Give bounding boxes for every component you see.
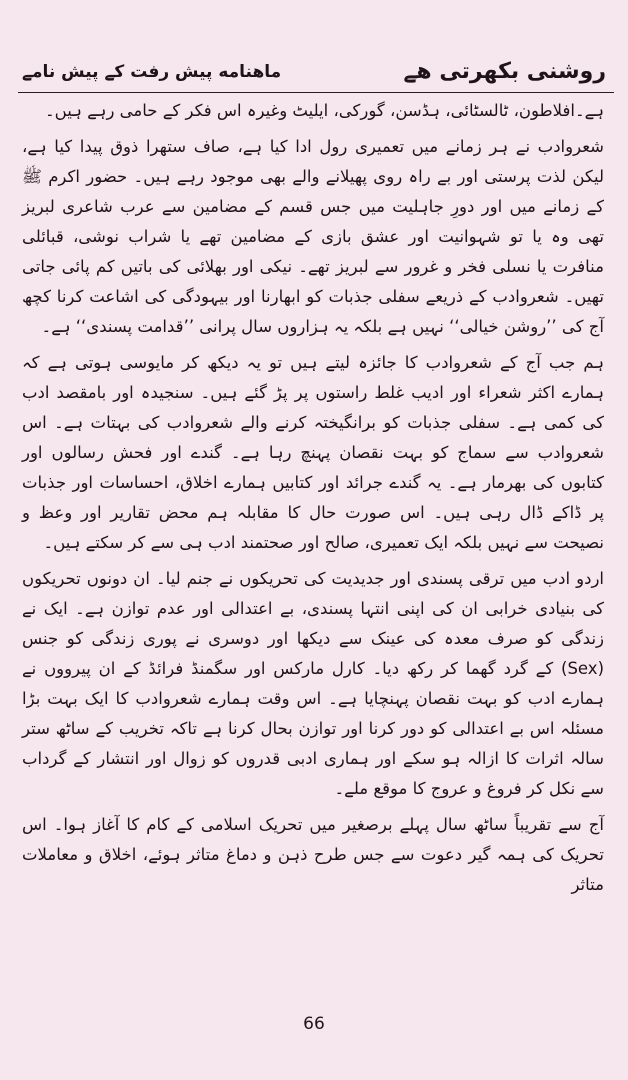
paragraph: ہم جب آج کے شعروادب کا جائزہ لیتے ہیں تو یہ دیکھ کر مایوسی ہوتی ہے کہ ہمارے اکثر شعراء اور ادیب غلط راستوں پر پڑ گئے ہیں۔ سنجیدہ اور بامقصد ادب کی کمی ہے۔ سفلی جذبات کو برانگیختہ کرنے والے شعروادب کی بہتات ہے۔ اس شعروادب سے سماج کو بہت نقصان پہنچ رہا ہے۔ گندے اور فحش رسالوں اور کتابوں کی بھرمار ہے۔ یہ گندے جرائد اور کتابیں ہمارے اخلاق، احساسات اور جذبات پر ڈاکے ڈال رہی ہیں۔ اس صورت حال کا مقابلہ ہم محض تقاریر اور وعظ و نصیحت سے نہیں بلکہ ایک تعمیری، صالح اور صحتمند ادب ہی سے کر سکتے ہیں۔ — [22, 353, 604, 552]
body-text — [22, 96, 604, 906]
chapter-title: روشنی بکھرتی ھے — [403, 58, 606, 84]
paragraph: آج سے تقریباً ساٹھ سال پہلے برصغیر میں تحریک اسلامی کے کام کا آغاز ہوا۔ اس تحریک کی ہمہ گیر دعوت سے جس طرح ذہن و دماغ متاثر ہوئے، اخلاق و معاملات متاثر — [22, 815, 604, 894]
paragraph: اردو ادب میں ترقی پسندی اور جدیدیت کی تحریکوں نے جنم لیا۔ ان دونوں تحریکوں کی بنیادی خرابی ان کی اپنی انتہا پسندی، بے اعتدالی اور عدم توازن ہے۔ ایک نے زندگی کو صرف معدہ کی عینک سے دیکھا اور دوسری نے پوری زندگی کو جنس (Sex) کے گرد گھما کر رکھ دیا۔ کارل مارکس اور سگمنڈ فرائڈ کے ان پیرووں نے ہمارے ادب کو بہت نقصان پہنچایا ہے۔ اس وقت ہمارے شعروادب کا ایک بہت بڑا مسئلہ اس بے اعتدالی کو دور کرنا اور توازن بحال کرنا ہے تاکہ تخریب کے ساٹھ ستر سالہ اثرات کا ازالہ ہو سکے اور ہماری ادبی قدروں کو زوال اور انتشار کے گرداب سے نکل کر فروغ و عروج کا موقع ملے۔ — [22, 569, 604, 798]
magazine-name: ماهنامه پیش رفت کے پیش نامے — [22, 61, 282, 82]
paragraph: ہے۔افلاطون، ٹالسٹائی، ہڈسن، گورکی، ایلیٹ وغیرہ اس فکر کے حامی رہے ہیں۔ — [45, 101, 604, 120]
paragraph: شعروادب نے ہر زمانے میں تعمیری رول ادا کیا ہے، صاف ستھرا ذوق پیدا کیا ہے، لیکن لذت پرستی اور بے راہ روی پھیلانے والے بھی موجود رہے ہیں۔ حضور اکرم ﷺ کے زمانے میں اور دورِ جاہلیت میں جس قسم کے مضامین سے عرب شاعری لبریز تھی وہ یا تو شہوانیت اور عشق بازی کے مضامین تھے یا شراب نوشی، قبائلی منافرت یا نسلی فخر و غرور سے لبریز تھے۔ نیکی اور بھلائی کی باتیں کم پائی جاتی تھیں۔ شعروادب کے ذریعے سفلی جذبات کو ابھارنا اور بیہودگی کی اشاعت کرنا کچھ آج کی ’’روشن خیالی‘‘ نہیں ہے بلکہ یہ ہزاروں سال پرانی ’’قدامت پسندی‘‘ ہے۔ — [22, 137, 604, 336]
header-divider — [18, 92, 614, 93]
page-number: 66 — [303, 1014, 325, 1034]
running-header — [22, 52, 606, 90]
